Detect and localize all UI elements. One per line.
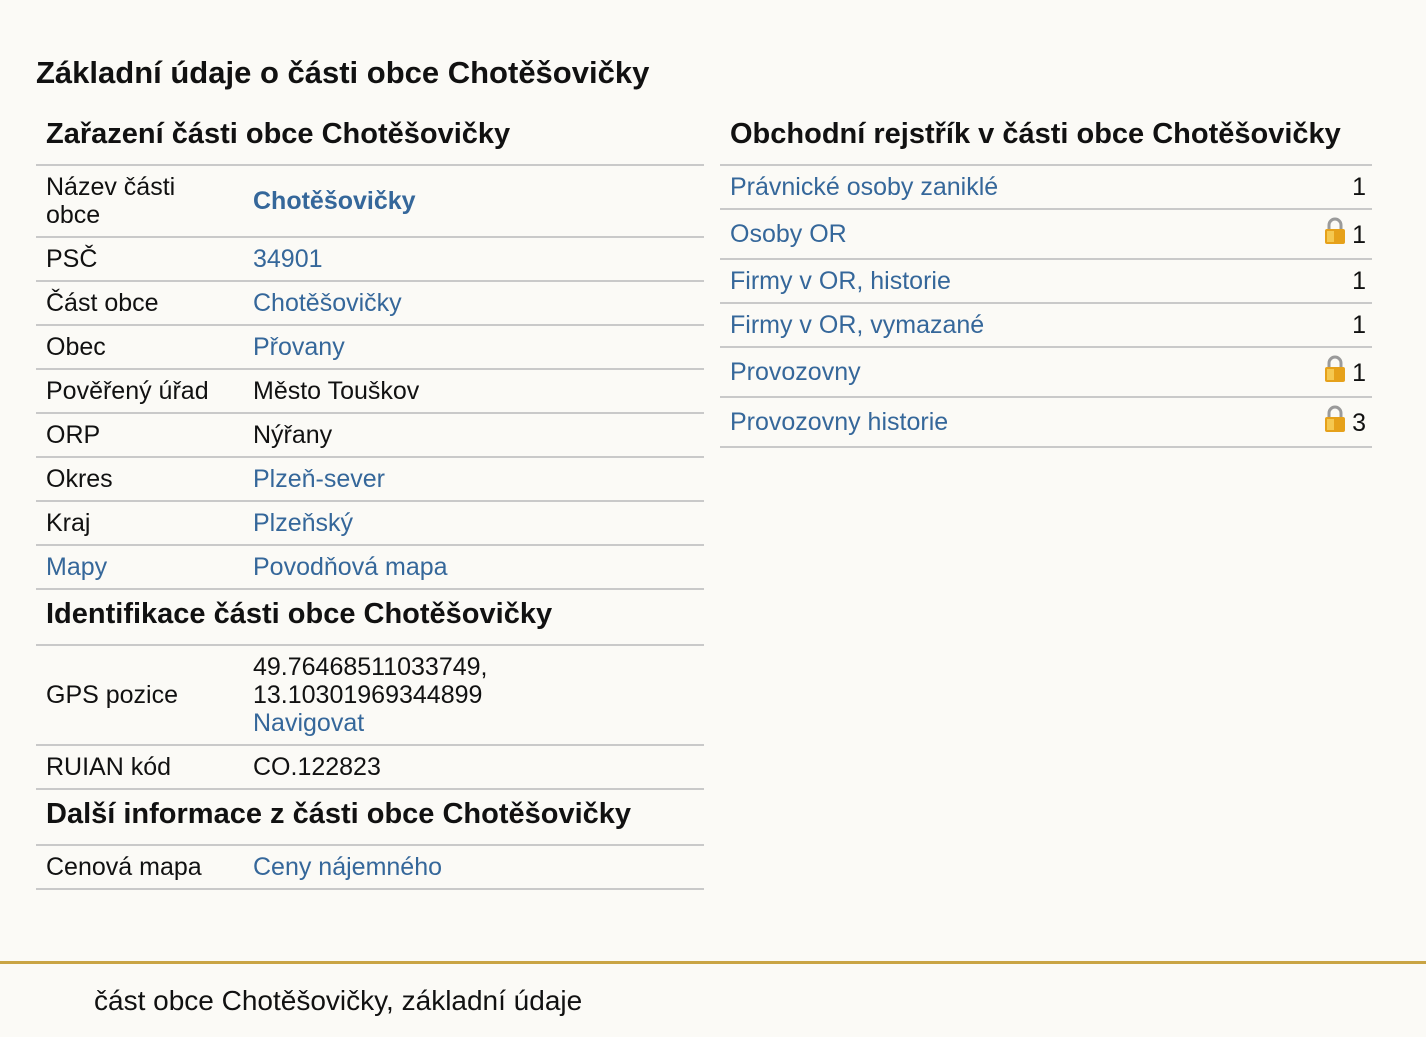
provozovny-link[interactable]: Provozovny	[730, 358, 861, 386]
ruian-value: CO.122823	[243, 745, 704, 789]
row-key: Pověřený úřad	[36, 369, 243, 413]
psc-link[interactable]: 34901	[253, 245, 323, 273]
row-key: Kraj	[36, 501, 243, 545]
footer-text: část obce Chotěšovičky, základní údaje	[94, 985, 583, 1016]
row-key: Cenová mapa	[36, 846, 243, 889]
nazev-link[interactable]: Chotěšovičky	[253, 187, 416, 215]
table-row	[720, 397, 1372, 447]
mapy-link[interactable]: Mapy	[46, 553, 108, 581]
table-row	[720, 259, 1372, 303]
table-row	[36, 457, 704, 501]
count: 1	[1352, 221, 1366, 249]
table-row	[36, 369, 704, 413]
firmy-or-historie-link[interactable]: Firmy v OR, historie	[730, 267, 951, 295]
table-row	[36, 545, 704, 589]
table-row	[36, 281, 704, 325]
table-row	[36, 745, 704, 789]
row-key: GPS pozice	[36, 646, 243, 745]
row-key: Okres	[36, 457, 243, 501]
table-row	[36, 166, 704, 237]
dalsi-table	[36, 846, 704, 890]
table-row	[36, 646, 704, 745]
ceny-najemneho-link[interactable]: Ceny nájemného	[253, 853, 443, 881]
table-row	[36, 325, 704, 369]
padlock-icon	[1324, 405, 1346, 439]
row-value: Nýřany	[243, 413, 704, 457]
obec-link[interactable]: Přovany	[253, 333, 345, 361]
row-key: PSČ	[36, 237, 243, 281]
table-row	[36, 413, 704, 457]
provozovny-historie-link[interactable]: Provozovny historie	[730, 408, 949, 436]
table-row	[720, 209, 1372, 259]
padlock-icon	[1324, 355, 1346, 389]
rejstrik-table	[720, 166, 1372, 448]
page-title: Základní údaje o části obce Chotěšovičky	[36, 55, 650, 90]
dalsi-title: Další informace z části obce Chotěšovičky	[36, 790, 704, 846]
row-key: Část obce	[36, 281, 243, 325]
identifikace-table	[36, 646, 704, 790]
count: 3	[1352, 409, 1366, 437]
table-row	[720, 347, 1372, 397]
footer	[0, 961, 1426, 1037]
gps-lat: 49.76468511033749,	[253, 653, 488, 681]
okres-link[interactable]: Plzeň-sever	[253, 465, 385, 493]
rejstrik-title: Obchodní rejstřík v části obce Chotěšovičky	[720, 110, 1372, 166]
right-column	[720, 110, 1372, 448]
table-row	[36, 237, 704, 281]
table-row	[36, 846, 704, 889]
count: 1	[1352, 359, 1366, 387]
row-key: Obec	[36, 325, 243, 369]
osoby-or-link[interactable]: Osoby OR	[730, 220, 847, 248]
gps-lon: 13.10301969344899	[253, 681, 483, 709]
zarazeni-title: Zařazení části obce Chotěšovičky	[36, 110, 704, 166]
row-key: ORP	[36, 413, 243, 457]
cast-obce-link[interactable]: Chotěšovičky	[253, 289, 402, 317]
count: 1	[1352, 267, 1366, 295]
row-key: Název části obce	[36, 166, 243, 237]
row-value: Město Touškov	[243, 369, 704, 413]
padlock-icon	[1324, 217, 1346, 251]
firmy-or-vymazane-link[interactable]: Firmy v OR, vymazané	[730, 311, 985, 339]
table-row	[36, 501, 704, 545]
table-row	[720, 303, 1372, 347]
pravnicke-osoby-zanikle-link[interactable]: Právnické osoby zaniklé	[730, 173, 999, 201]
count: 1	[1352, 311, 1366, 339]
zarazeni-table	[36, 166, 704, 590]
navigate-link[interactable]: Navigovat	[253, 709, 365, 737]
povodnova-mapa-link[interactable]: Povodňová mapa	[253, 553, 448, 581]
left-column	[36, 110, 704, 890]
row-key: RUIAN kód	[36, 745, 243, 789]
identifikace-title: Identifikace části obce Chotěšovičky	[36, 590, 704, 646]
kraj-link[interactable]: Plzeňský	[253, 509, 354, 537]
table-row	[720, 166, 1372, 209]
count: 1	[1352, 173, 1366, 201]
